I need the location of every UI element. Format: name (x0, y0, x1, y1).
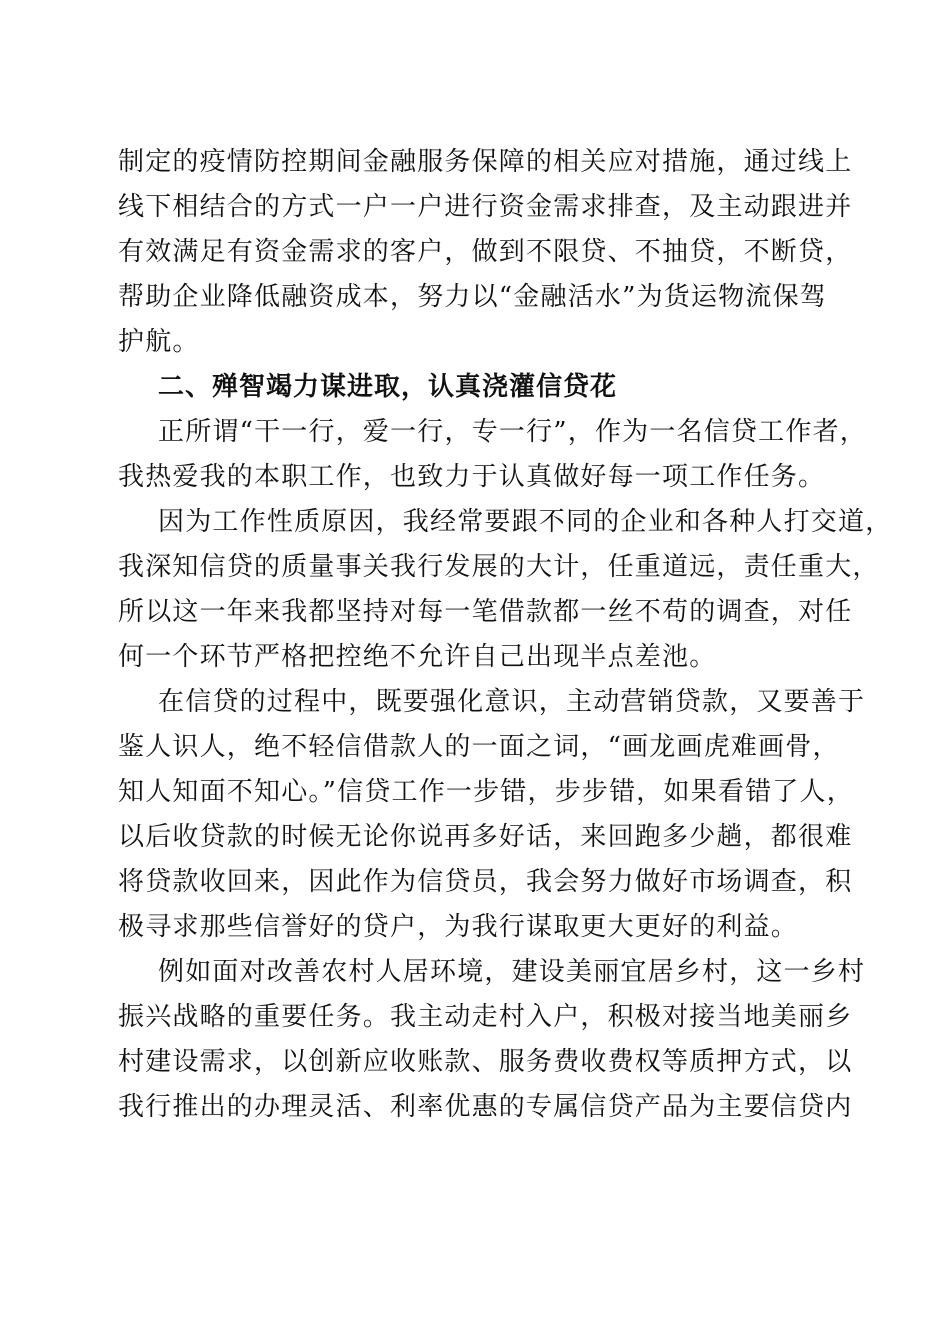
paragraph-line: 极寻求那些信誉好的贷户，为我行谋取更大更好的利益。 (118, 912, 799, 942)
document-body (118, 140, 893, 1130)
paragraph-line: 在信贷的过程中，既要强化意识，主动营销贷款，又要善于 (158, 687, 866, 717)
paragraph-line: 制定的疫情防控期间金融服务保障的相关应对措施，通过线上 (118, 147, 853, 177)
paragraph-line: 帮助企业降低融资成本，努力以“金融活水”为货运物流保驾 (118, 282, 827, 312)
paragraph-line: 有效满足有资金需求的客户，做到不限贷、不抽贷，不断贷， (118, 237, 853, 267)
paragraph-line: 护航。 (118, 327, 200, 357)
paragraph-line: 所以这一年来我都坚持对每一笔借款都一丝不苟的调查，对任 (118, 597, 853, 627)
paragraph-line: 以后收贷款的时候无论你说再多好话，来回跑多少趟，都很难 (118, 822, 853, 852)
paragraph-line: 线下相结合的方式一户一户进行资金需求排查，及主动跟进并 (118, 192, 853, 222)
paragraph-line: 正所谓“干一行，爱一行，专一行”，作为一名信贷工作者， (158, 417, 867, 447)
paragraph-line: 振兴战略的重要任务。我主动走村入户，积极对接当地美丽乡 (118, 1002, 853, 1032)
paragraph-line: 何一个环节严格把控绝不允许自己出现半点差池。 (118, 642, 717, 672)
paragraph-2 (118, 410, 867, 500)
paragraph-line: 我深知信贷的质量事关我行发展的大计，任重道远，责任重大， (118, 552, 880, 582)
paragraph-line: 因为工作性质原因，我经常要跟不同的企业和各种人打交道， (158, 507, 893, 537)
paragraph-line: 我热爱我的本职工作，也致力于认真做好每一项工作任务。 (118, 462, 826, 492)
section-heading-2: 二、殚智竭力谋进取，认真浇灌信贷花 (158, 372, 618, 402)
paragraph-line: 知人知面不知心。”信贷工作一步错，步步错，如果看错了人， (118, 777, 854, 807)
paragraph-line: 将贷款收回来，因此作为信贷员，我会努力做好市场调查，积 (118, 867, 853, 897)
paragraph-4 (118, 680, 866, 950)
paragraph-line: 鉴人识人，绝不轻信借款人的一面之词，“画龙画虎难画骨， (118, 732, 840, 762)
paragraph-line: 村建设需求，以创新应收账款、服务费收费权等质押方式，以 (118, 1047, 853, 1077)
paragraph-5 (118, 950, 866, 1130)
paragraph-line: 例如面对改善农村人居环境，建设美丽宜居乡村，这一乡村 (158, 957, 866, 987)
paragraph-3 (118, 500, 893, 680)
paragraph-line: 我行推出的办理灵活、利率优惠的专属信贷产品为主要信贷内 (118, 1092, 853, 1122)
paragraph-1 (118, 140, 853, 365)
